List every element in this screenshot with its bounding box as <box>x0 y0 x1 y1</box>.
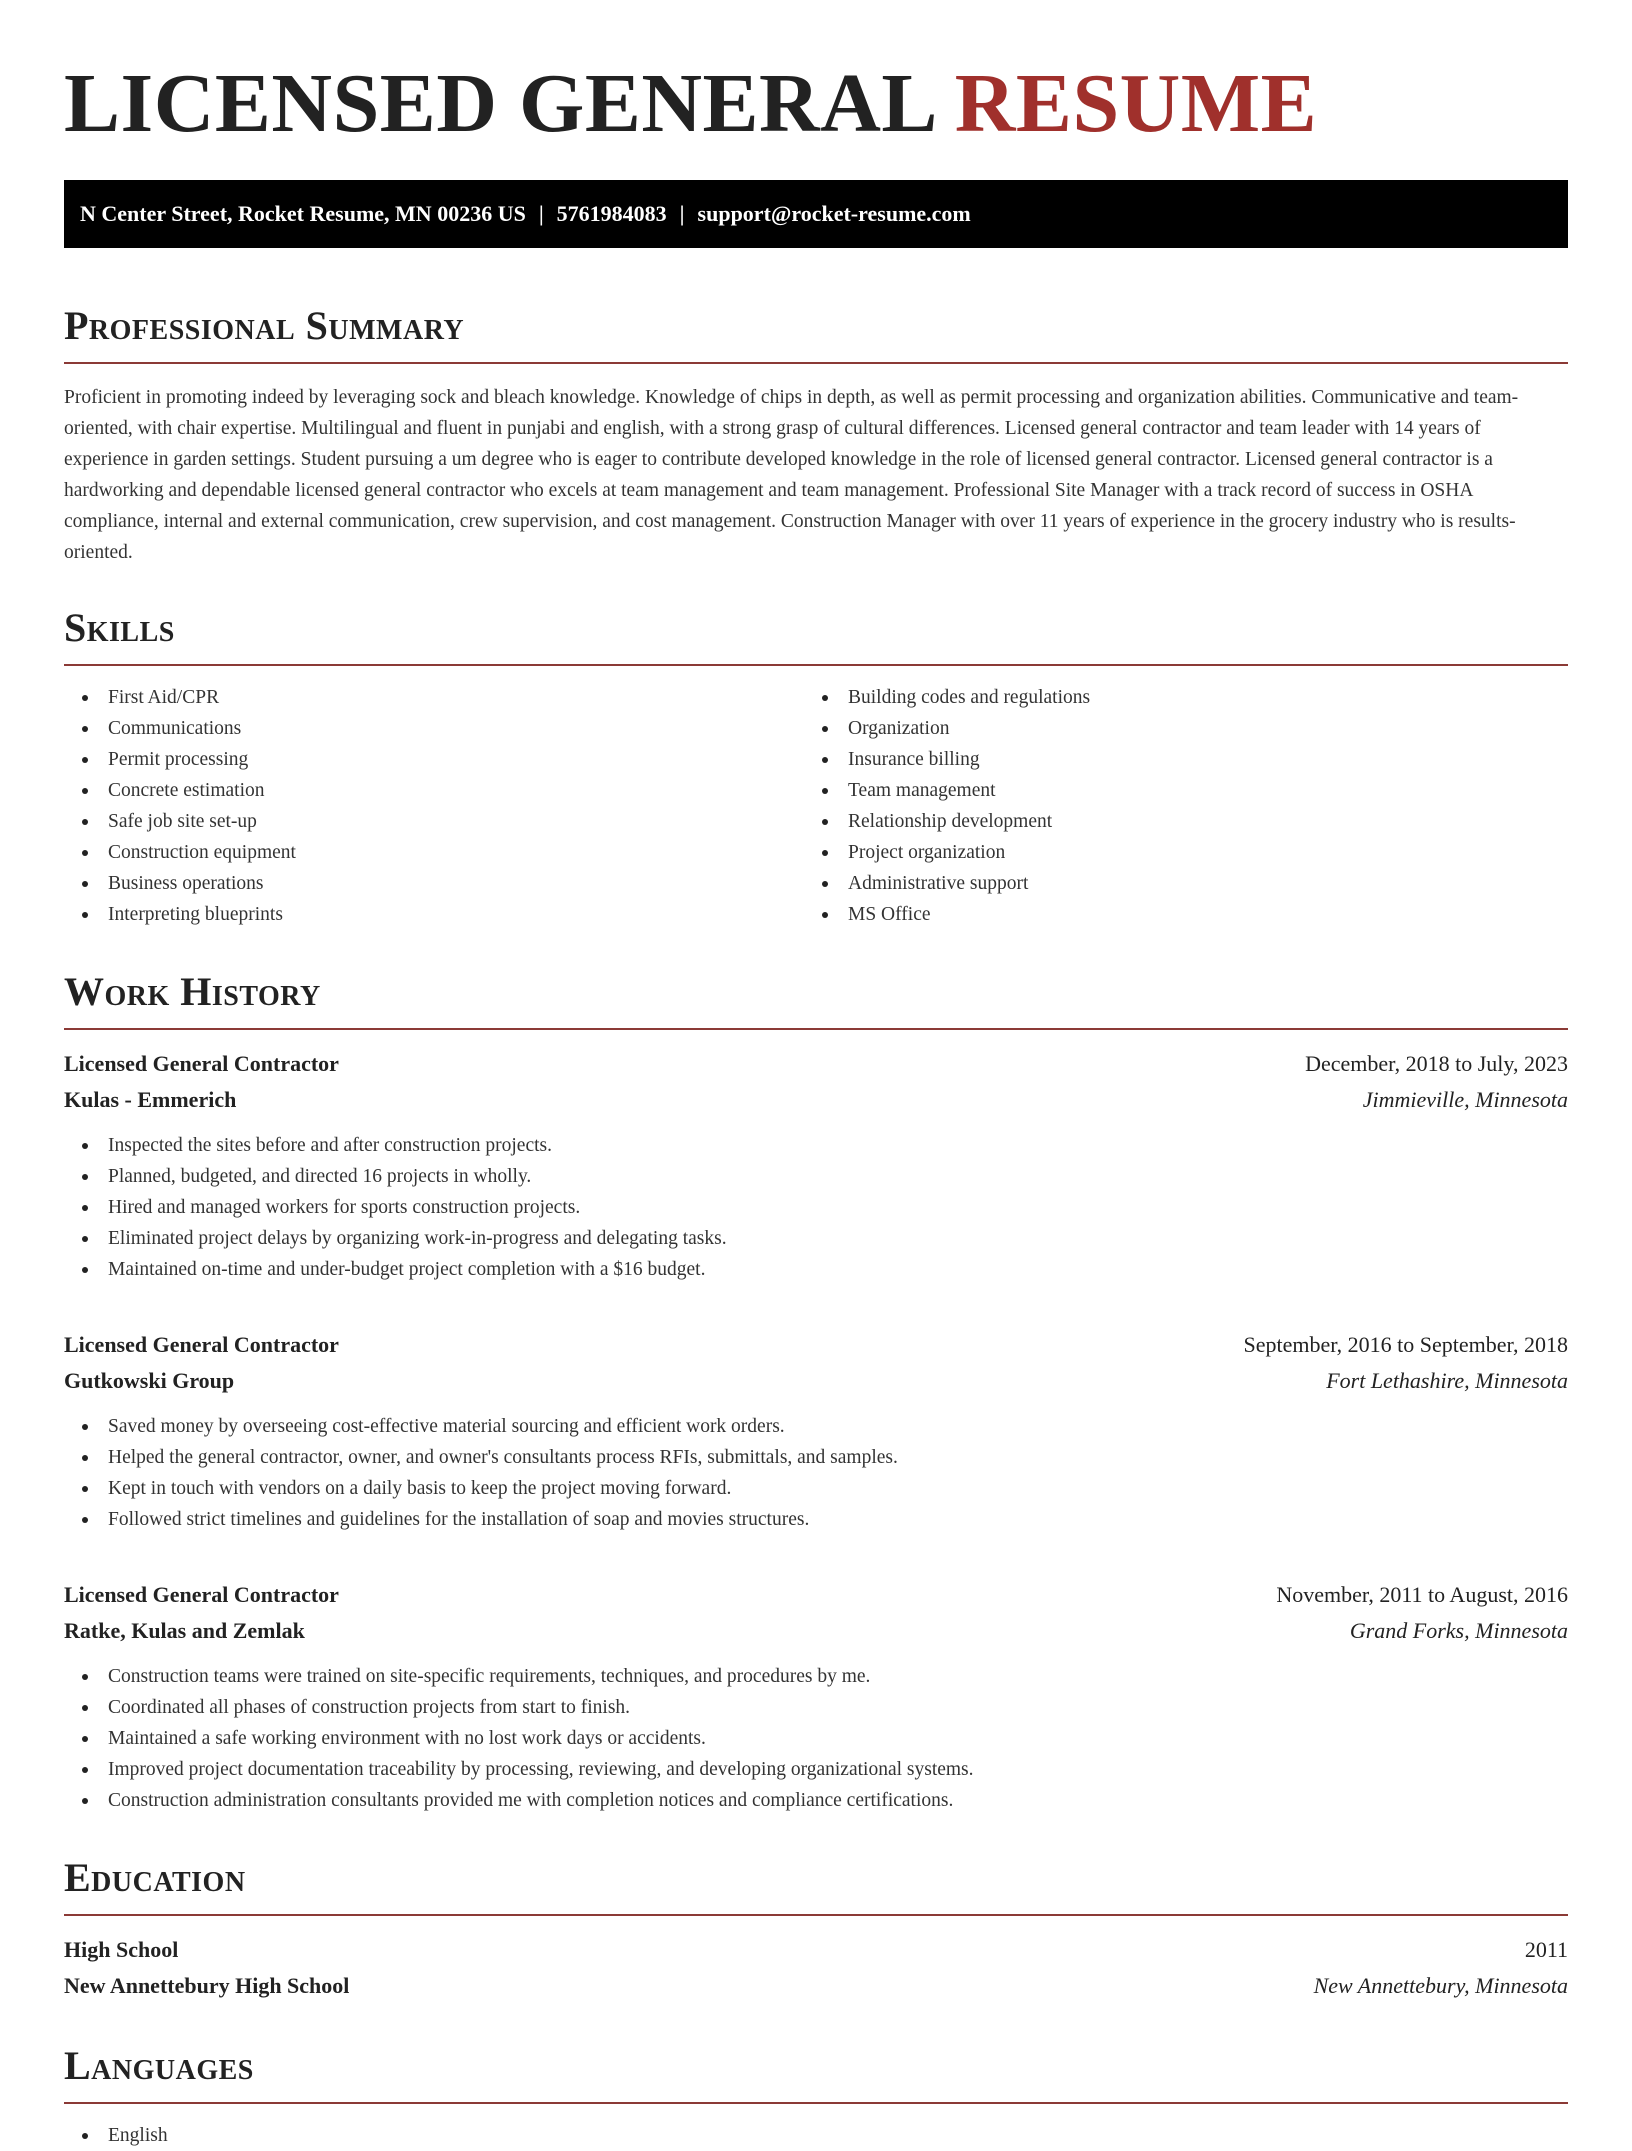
job-dates: September, 2016 to September, 2018 <box>1243 1332 1568 1357</box>
job-bullet: Coordinated all phases of construction projects from start to finish. <box>64 1692 1568 1723</box>
job-bullets <box>64 1130 1568 1285</box>
section-divider <box>64 2102 1568 2104</box>
skill-item: Safe job site set-up <box>64 806 804 837</box>
education-entry <box>64 1932 1568 2004</box>
job-location: Jimmieville, Minnesota <box>1362 1087 1568 1112</box>
summary-section <box>64 302 1568 568</box>
job-bullet: Saved money by overseeing cost-effective material sourcing and efficient work orders. <box>64 1411 1568 1442</box>
job-bullet: Maintained on-time and under-budget project completion with a $16 budget. <box>64 1254 1568 1285</box>
section-divider <box>64 1914 1568 1916</box>
title-accent: RESUME <box>954 57 1318 150</box>
job-bullets <box>64 1661 1568 1816</box>
contact-phone: 5761984083 <box>556 201 667 226</box>
job-entry <box>64 1046 1568 1285</box>
skill-item: Communications <box>64 713 804 744</box>
education-degree-row <box>64 1932 1568 1968</box>
title-primary: LICENSED GENERAL <box>64 57 934 150</box>
job-bullet: Helped the general contractor, owner, and owner's consultants process RFIs, submittals, and samples. <box>64 1442 1568 1473</box>
language-item: English <box>64 2120 1568 2151</box>
skill-item: Interpreting blueprints <box>64 899 804 930</box>
languages-section <box>64 2042 1568 2151</box>
skills-heading: Skills <box>64 605 175 650</box>
job-title: Licensed General Contractor <box>64 1051 339 1076</box>
job-bullet: Construction administration consultants provided me with completion notices and compliance certifications. <box>64 1785 1568 1816</box>
contact-email: support@rocket-resume.com <box>697 201 971 226</box>
section-divider <box>64 362 1568 364</box>
job-entry <box>64 1577 1568 1816</box>
job-bullet: Followed strict timelines and guidelines for the installation of soap and movies structures. <box>64 1504 1568 1535</box>
section-divider <box>64 1028 1568 1030</box>
job-title: Licensed General Contractor <box>64 1582 339 1607</box>
skill-item: Business operations <box>64 868 804 899</box>
skills-list-left <box>64 682 804 930</box>
job-company-row <box>64 1613 1568 1649</box>
job-bullet: Inspected the sites before and after construction projects. <box>64 1130 1568 1161</box>
skill-item: Permit processing <box>64 744 804 775</box>
job-bullet: Maintained a safe working environment with no lost work days or accidents. <box>64 1723 1568 1754</box>
skill-item: MS Office <box>804 899 1544 930</box>
education-school: New Annettebury High School <box>64 1973 350 1998</box>
job-title: Licensed General Contractor <box>64 1332 339 1357</box>
education-year: 2011 <box>1524 1937 1568 1962</box>
contact-bar <box>64 180 1568 248</box>
skill-item: Team management <box>804 775 1544 806</box>
contact-separator: | <box>538 201 544 226</box>
languages-heading: Languages <box>64 2043 254 2088</box>
work-history-heading: Work History <box>64 969 321 1014</box>
job-company: Ratke, Kulas and Zemlak <box>64 1618 305 1643</box>
education-heading: Education <box>64 1855 246 1900</box>
job-location: Fort Lethashire, Minnesota <box>1326 1368 1568 1393</box>
job-dates: December, 2018 to July, 2023 <box>1305 1051 1568 1076</box>
job-location: Grand Forks, Minnesota <box>1349 1618 1568 1643</box>
languages-list <box>64 2120 1568 2151</box>
job-header-row <box>64 1046 1568 1082</box>
job-company-row <box>64 1082 1568 1118</box>
education-location: New Annettebury, Minnesota <box>1313 1973 1568 1998</box>
job-entry <box>64 1327 1568 1535</box>
job-bullet: Kept in touch with vendors on a daily basis to keep the project moving forward. <box>64 1473 1568 1504</box>
education-degree: High School <box>64 1937 179 1962</box>
job-bullet: Eliminated project delays by organizing work-in-progress and delegating tasks. <box>64 1223 1568 1254</box>
job-company-row <box>64 1363 1568 1399</box>
job-company: Kulas - Emmerich <box>64 1087 237 1112</box>
job-dates: November, 2011 to August, 2016 <box>1276 1582 1568 1607</box>
job-bullets <box>64 1411 1568 1535</box>
resume-title <box>64 0 1568 152</box>
job-company: Gutkowski Group <box>64 1368 235 1393</box>
skill-item: Organization <box>804 713 1544 744</box>
skill-item: Project organization <box>804 837 1544 868</box>
skill-item: Insurance billing <box>804 744 1544 775</box>
skill-item: Relationship development <box>804 806 1544 837</box>
skill-item: Construction equipment <box>64 837 804 868</box>
job-bullet: Construction teams were trained on site-specific requirements, techniques, and procedures by me. <box>64 1661 1568 1692</box>
section-divider <box>64 664 1568 666</box>
skills-list-right <box>804 682 1544 930</box>
summary-heading: Professional Summary <box>64 303 465 348</box>
skill-item: First Aid/CPR <box>64 682 804 713</box>
job-header-row <box>64 1327 1568 1363</box>
job-bullet: Improved project documentation traceability by processing, reviewing, and developing organizational systems. <box>64 1754 1568 1785</box>
skill-item: Building codes and regulations <box>804 682 1544 713</box>
job-header-row <box>64 1577 1568 1613</box>
skills-grid <box>64 682 1568 930</box>
skill-item: Concrete estimation <box>64 775 804 806</box>
summary-text: Proficient in promoting indeed by leveraging sock and bleach knowledge. Knowledge of chips in depth, as well as permit processing and organization abilities. Communicative and team-oriented, with chair expertise. Multilingual and fluent in punjabi and english, with a strong grasp of cultural differences. Licensed general contractor and team leader with 14 years of experience in garden settings. Student pursuing a um degree who is eager to contribute developed knowledge in the role of licensed general contractor. Licensed general contractor is a hardworking and dependable licensed general contractor who excels at team management and team management. Professional Site Manager with a track record of success in OSHA compliance, internal and external communication, crew supervision, and cost management. Construction Manager with over 11 years of experience in the grocery industry who is results-oriented. <box>64 387 1519 563</box>
work-history-section <box>64 968 1568 1816</box>
education-section <box>64 1854 1568 2004</box>
skills-section <box>64 604 1568 930</box>
contact-separator: | <box>679 201 685 226</box>
education-school-row <box>64 1968 1568 2004</box>
job-bullet: Hired and managed workers for sports construction projects. <box>64 1192 1568 1223</box>
skill-item: Administrative support <box>804 868 1544 899</box>
contact-address: N Center Street, Rocket Resume, MN 00236 US <box>80 201 526 226</box>
job-bullet: Planned, budgeted, and directed 16 projects in wholly. <box>64 1161 1568 1192</box>
